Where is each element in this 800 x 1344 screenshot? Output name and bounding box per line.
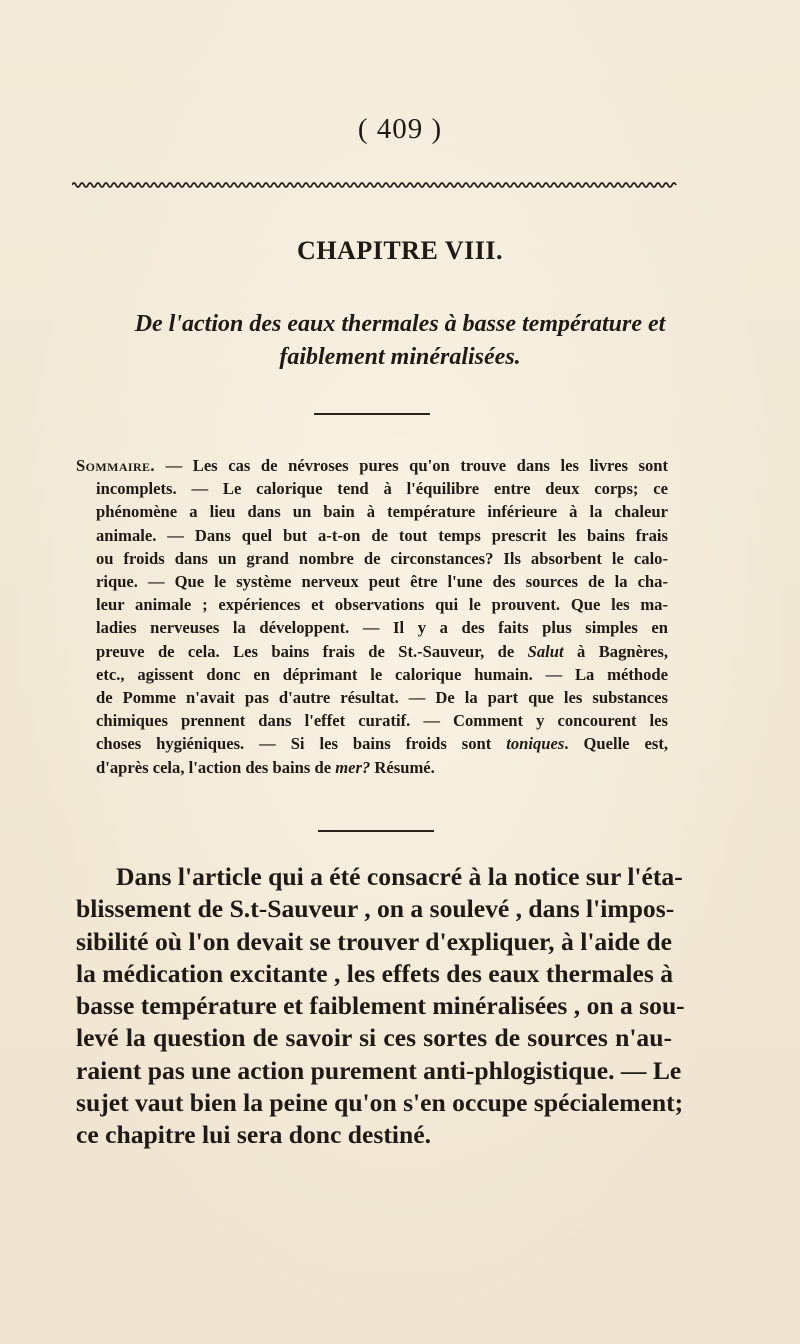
chapter-title: CHAPITRE VIII.	[297, 236, 503, 265]
summary-line: ou froids dans un grand nombre de circonstances? Ils absorbent le calo-	[96, 548, 668, 568]
summary-line: Sommaire. — Les cas de névroses pures qu'on trouve dans les livres sont	[76, 456, 668, 475]
body-line: levé la question de savoir si ces sortes de sources n'au-	[76, 1023, 672, 1053]
chapter-subtitle	[76, 308, 724, 374]
section-divider	[314, 413, 430, 415]
page-number: ( 409 )	[357, 113, 443, 145]
summary-label: Sommaire.	[76, 456, 155, 475]
decorative-ornament-rule	[72, 180, 678, 190]
summary-line: phénomène a lieu dans un bain à température inférieure à la chaleur	[96, 502, 668, 522]
summary-italic-salut: Salut	[527, 641, 564, 661]
summary-line: animale. — Dans quel but a-t-on de tout temps prescrit les bains frais	[96, 525, 668, 545]
chapter-summary	[76, 454, 668, 779]
summary-line: rique. — Que le système nerveux peut être l'une des sources de la cha-	[96, 572, 668, 592]
summary-line: chimiques prennent dans l'effet curatif. — Comment y concourent les	[96, 711, 668, 731]
body-line: Dans l'article qui a été consacré à la notice sur l'éta-	[116, 862, 683, 891]
summary-line: leur animale ; expériences et observations qui le prouvent. Que les ma-	[96, 595, 668, 615]
body-line: sibilité où l'on devait se trouver d'expliquer, à l'aide de	[76, 926, 672, 956]
summary-line: d'après cela, l'action des bains de mer? Résumé.	[96, 757, 435, 777]
summary-italic-mer: mer?	[335, 757, 371, 777]
summary-line: incomplets. — Le calorique tend à l'équilibre entre deux corps; ce	[96, 479, 668, 499]
body-line: basse température et faiblement minéralisées , on a sou-	[76, 991, 685, 1021]
chapter-subtitle-line-1: De l'action des eaux thermales à basse température et	[134, 311, 666, 337]
summary-line: preuve de cela. Les bains frais de St.-Sauveur, de Salut à Bagnères,	[96, 641, 669, 661]
body-line: ce chapitre lui sera donc destiné.	[76, 1120, 431, 1150]
body-line: blissement de S.t-Sauveur , on a soulevé , dans l'impos-	[76, 894, 675, 924]
chapter-subtitle-line-2: faiblement minéralisées.	[279, 344, 521, 370]
summary-line: ladies nerveuses la développent. — Il y a des faits plus simples en	[96, 618, 668, 638]
summary-italic-toniques: toniques	[506, 734, 565, 754]
section-divider	[318, 830, 434, 832]
summary-line: de Pomme n'avait pas d'autre résultat. — De la part que les substances	[96, 688, 668, 708]
body-line: sujet vaut bien la peine qu'on s'en occupe spécialement;	[76, 1088, 684, 1118]
summary-line: choses hygiéniques. — Si les bains froids sont toniques. Quelle est,	[96, 734, 668, 754]
body-paragraph	[76, 861, 685, 1152]
body-line: raient pas une action purement anti-phlogistique. — Le	[76, 1055, 682, 1085]
summary-line: etc., agissent donc en déprimant le calorique humain. — La méthode	[96, 664, 668, 684]
body-line: la médication excitante , les effets des eaux thermales à	[76, 958, 674, 988]
